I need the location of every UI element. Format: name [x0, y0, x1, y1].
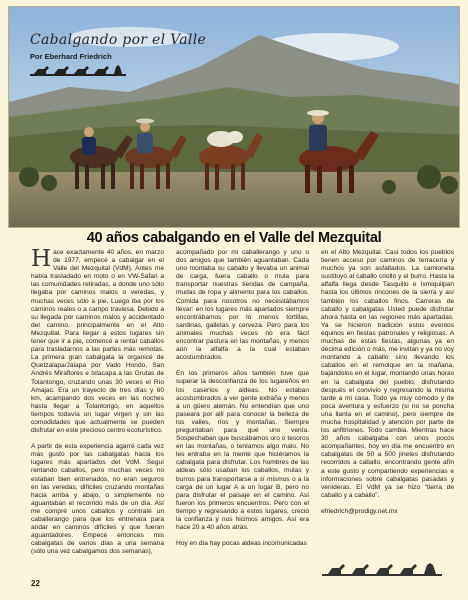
author-email: efriedrich@prodigy.net.mx: [321, 507, 398, 515]
paragraph: A partir de esta experiencia agarré cada vez más gusto por las cabalgatas hacia los lugares más apartados del VdM. Seguí rentando caballos, pero muchas veces no estaban bien entrenados, no eran seguros en las veredas, difíciles cruzando montañas hacia arriba y abajo, o simplemente no aguantaban el recorrido más de un día. Así me compré unos caballos y contraté un caballerango para que los entrenara para andar en caminos difíciles y que fueran aguantadores. Empecé entonces mis cabalgatas de varios días a una semana (sólo una vez cabalgamos dos semanas),: [31, 443, 164, 556]
footer-riders-logo: [322, 560, 442, 578]
series-title: Cabalgando por el Valle: [30, 32, 207, 48]
riders-silhouette-logo: [30, 63, 126, 77]
byline: Por Eberhard Friedrich: [30, 52, 112, 61]
article-headline: 40 años cabalgando en el Valle del Mezquital: [86, 230, 382, 246]
paragraph: Hoy en día hay pocas aldeas incomunicadas: [176, 540, 307, 548]
drop-cap: H: [31, 249, 52, 272]
column-1: [31, 249, 164, 579]
column-3: [321, 249, 454, 579]
paragraph: En los primeros años también tuve que superar la desconfianza de los lugareños en los caseríos y aldeas. No estaban acostumbrados a ver gente extraña y menos a un güero alemán. No entendían que uno paseara por allí para conocer la belleza de los valles, ríos y montañas. Siempre preguntaban para qué uno venía. Sospechaban que buscábamos oro o tesoros en las montañas, o teníamos algo malo. No les entraba en la mente que hiciéramos la cabalgata para disfrutar. Los hombres de las aldeas sólo usaban los caballos, mulas y burros para transportarse a sí mismos o a la carga de un lugar A a un lugar B, pero no para disfrutar el paisaje en el camino. Así fueron los primeros encuentros. Pero con el tiempo y regresando a estos lugares, creció la confianza y nos hicimos amigos. Así era hace 20 a 40 años atrás.: [176, 370, 309, 532]
paragraph: [31, 249, 164, 435]
paragraph: acompañado por mi caballerango y uno o dos amigos que también aguantaban. Cada uno montaba su caballo y llevaba un animal de carga, fuera caballo o mula para transportar nuestras tiendas de campaña, mudas de ropa y alimento para los caballos. Comida para nosotros no necesitábamos llevar: en los lugares más apartados siempre encontrábamos por lo menos tortillas, sardinas, galletas y cerveza. Pero para los animales muchas veces no era fácil encontrar pastura en las montañas, y menos aún la alfalfa a la cual estaban acostumbrados.: [176, 249, 309, 362]
paragraph-text: ace exactamente 40 años, en marzo de 1977, empecé a cabalgar en el Valle del Mezquital (VdM). Antes me había trasladado en moto o en VW-Safari a las comunidades retiradas, a donde uno sólo llegaba por caminos malos o veredas, y muchas veces sólo a pie. Luego iba por los caminos reales o a campo traviesa. Debido a su llegada por caminos malos y accidentado del camino, principalmente en el Alto Mezquital. Para llegar a estos lugares sin tener que ir a pie, comencé a rentar caballos para trasladarnos a las partes más remotas. La primera gran cabalgata la organicé de Quetzalapa/Jalapa por Vado Hondo, San Andrés Miraflores e Ixtacapa a las Grutas de Tolantongo, cruzando unas 30 veces el Río Amajac. Era un trayecto de tres días y 60 km, acampando dos veces en las noches hasta llegar a Tolantongo, en aquellos tiempos todavía un lugar virgen y sin las comodidades que actualmente se pueden disfrutar en este precioso centro ecoturístico.: [31, 249, 164, 435]
page-number: 22: [31, 579, 40, 588]
article-body: [31, 249, 455, 579]
paragraph: en el Alto Mezquital. Casi todos los pueblos tienen acceso por caminos de terracería y muchos ya son asfaltados. La camioneta sustituyó al caballo criollo y el burro. Hasta la alfalfa llega desde Tasquillo e Ixmiquilpan hasta los últimos rincones de la sierra y así también los caballos finos. Carreras de caballo y cabalgatas Usted puede disfrutar ahora hasta en las regiones más apartadas. Ya se hicieron tradición estos eventos equinos en fiestas patronales y religiosas. A muchas de estas fiestas, algunas ya en décima edición o más, me invitan y ya no voy montando a caballo sino llevando los caballos en el remolque en la mañana, bajándolos en el lugar, montando unas horas en la cabalgata del pueblo, disfrutando después el convivio y regresando la misma tarde a mi casa. Todo ya muy cómodo y de poca aventura y esfuerzo (si no se poncha una llanta en el camino), pero siempre de mucha hospitalidad y atención por parte de los anfitriones. Todo cambia. Mientras hace 30 años cabalgaba con unos pocos acompañantes, hoy en día me encuentro en cabalgatas de 50 a 500 jinetes disfrutando recorridos a caballo, encontrando gente afín a este gusto y compartiendo experiencias e informaciones sobre cabalgatas pasadas y venideras. El VdM ya se hizo “tierra de caballo y a caballo”.: [321, 249, 454, 499]
column-2: [176, 249, 309, 579]
